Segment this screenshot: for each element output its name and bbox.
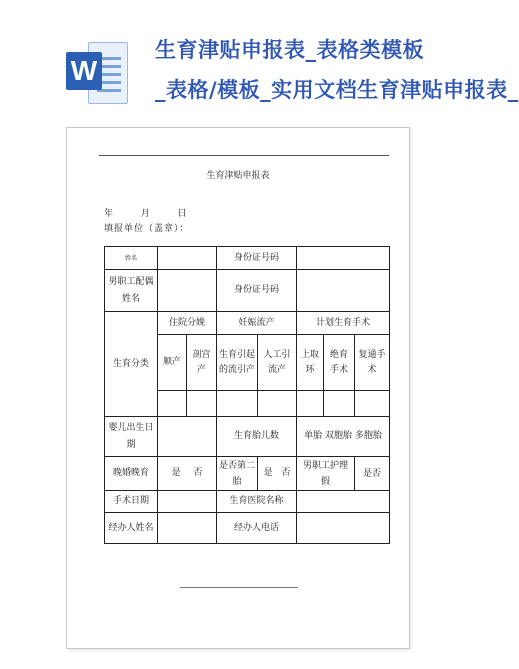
word-document-icon: [66, 42, 128, 104]
cell-tubal-recanalization: 复通手术: [355, 335, 389, 391]
cell-id-value: [297, 247, 389, 270]
cell-sterilization: 绝育手术: [324, 335, 355, 391]
cell-cesarean: 剖宫产: [187, 335, 217, 391]
cell-natural-birth-value: [158, 391, 187, 417]
date-day: 日: [177, 209, 187, 219]
cell-male-care-leave-label: 男职工护理假: [297, 457, 355, 491]
cell-spouse-id-value: [297, 270, 389, 312]
cell-iud-insertion: 上取环: [297, 335, 324, 391]
banner-title: [155, 30, 519, 110]
cell-name-value: [158, 247, 217, 270]
cell-tubal-recanalization-value: [355, 391, 389, 417]
cell-spouse-id-label: 身份证号码: [217, 270, 297, 312]
cell-handler-phone-label: 经办人电话: [217, 513, 297, 543]
date-year: 年: [104, 209, 114, 219]
date-line: [104, 206, 187, 219]
cell-handler-phone-value: [297, 513, 389, 543]
header-banner: [0, 0, 519, 130]
cell-hospital-name-label: 生育医院名称: [217, 491, 297, 513]
cell-baby-birth-date-label: 婴儿出生日期: [105, 417, 158, 457]
cell-cesarean-value: [187, 391, 217, 417]
filing-unit-label: 填报单位（盖章）：: [104, 224, 190, 234]
subsidy-form-table: [104, 246, 390, 544]
document-page: [66, 127, 410, 649]
cell-sterilization-value: [324, 391, 355, 417]
cell-fetus-count-label: 生育胎儿数: [217, 417, 297, 457]
cell-surgery-date-value: [158, 491, 217, 513]
form-title: 生育津贴申报表: [206, 171, 270, 181]
cell-second-child-label: 是否第二胎: [217, 457, 258, 491]
cell-artificial-abortion: 人工引流产: [258, 335, 297, 391]
cell-pregnancy-termination: 妊娠流产: [217, 312, 297, 335]
cell-induced-abortion: 生育引起的流引产: [217, 335, 258, 391]
cell-second-child-yes-no: 是 否: [258, 457, 297, 491]
cell-late-marriage-yes-no: 是 否: [158, 457, 217, 491]
cell-id-label: 身份证号码: [217, 247, 297, 270]
cell-surgery-date-label: 手术日期: [105, 491, 158, 513]
cell-planned-surgery: 计划生育手术: [297, 312, 389, 335]
cell-natural-birth: 顺产: [158, 335, 187, 391]
cell-artificial-abortion-value: [258, 391, 297, 417]
word-w-badge: W: [66, 52, 102, 90]
banner-title-line2: _表格/模板_实用文档生育津贴申报表_: [155, 78, 519, 102]
cell-hospital-name-value: [297, 491, 389, 513]
top-rule: [99, 155, 389, 156]
banner-title-line1: 生育津贴申报表_表格类模板: [155, 38, 424, 62]
bottom-rule: [180, 587, 298, 588]
cell-handler-name-label: 经办人姓名: [105, 513, 158, 543]
cell-care-leave-yes-no: 是否: [355, 457, 389, 491]
cell-name-label: 姓名: [105, 247, 158, 270]
cell-handler-name-value: [158, 513, 217, 543]
cell-induced-abortion-value: [217, 391, 258, 417]
cell-spouse-name-label: 男职工配偶姓名: [105, 270, 158, 312]
cell-spouse-name-value: [158, 270, 217, 312]
date-month: 月: [140, 209, 150, 219]
cell-baby-birth-date-value: [158, 417, 217, 457]
cell-hospital-birth: 住院分娩: [158, 312, 217, 335]
cell-late-marriage-label: 晚婚晚育: [105, 457, 158, 491]
cell-iud-insertion-value: [297, 391, 324, 417]
cell-fetus-options: 单胎 双胞胎 多胞胎: [297, 417, 389, 457]
cell-birth-category-label: 生育分类: [105, 312, 158, 417]
